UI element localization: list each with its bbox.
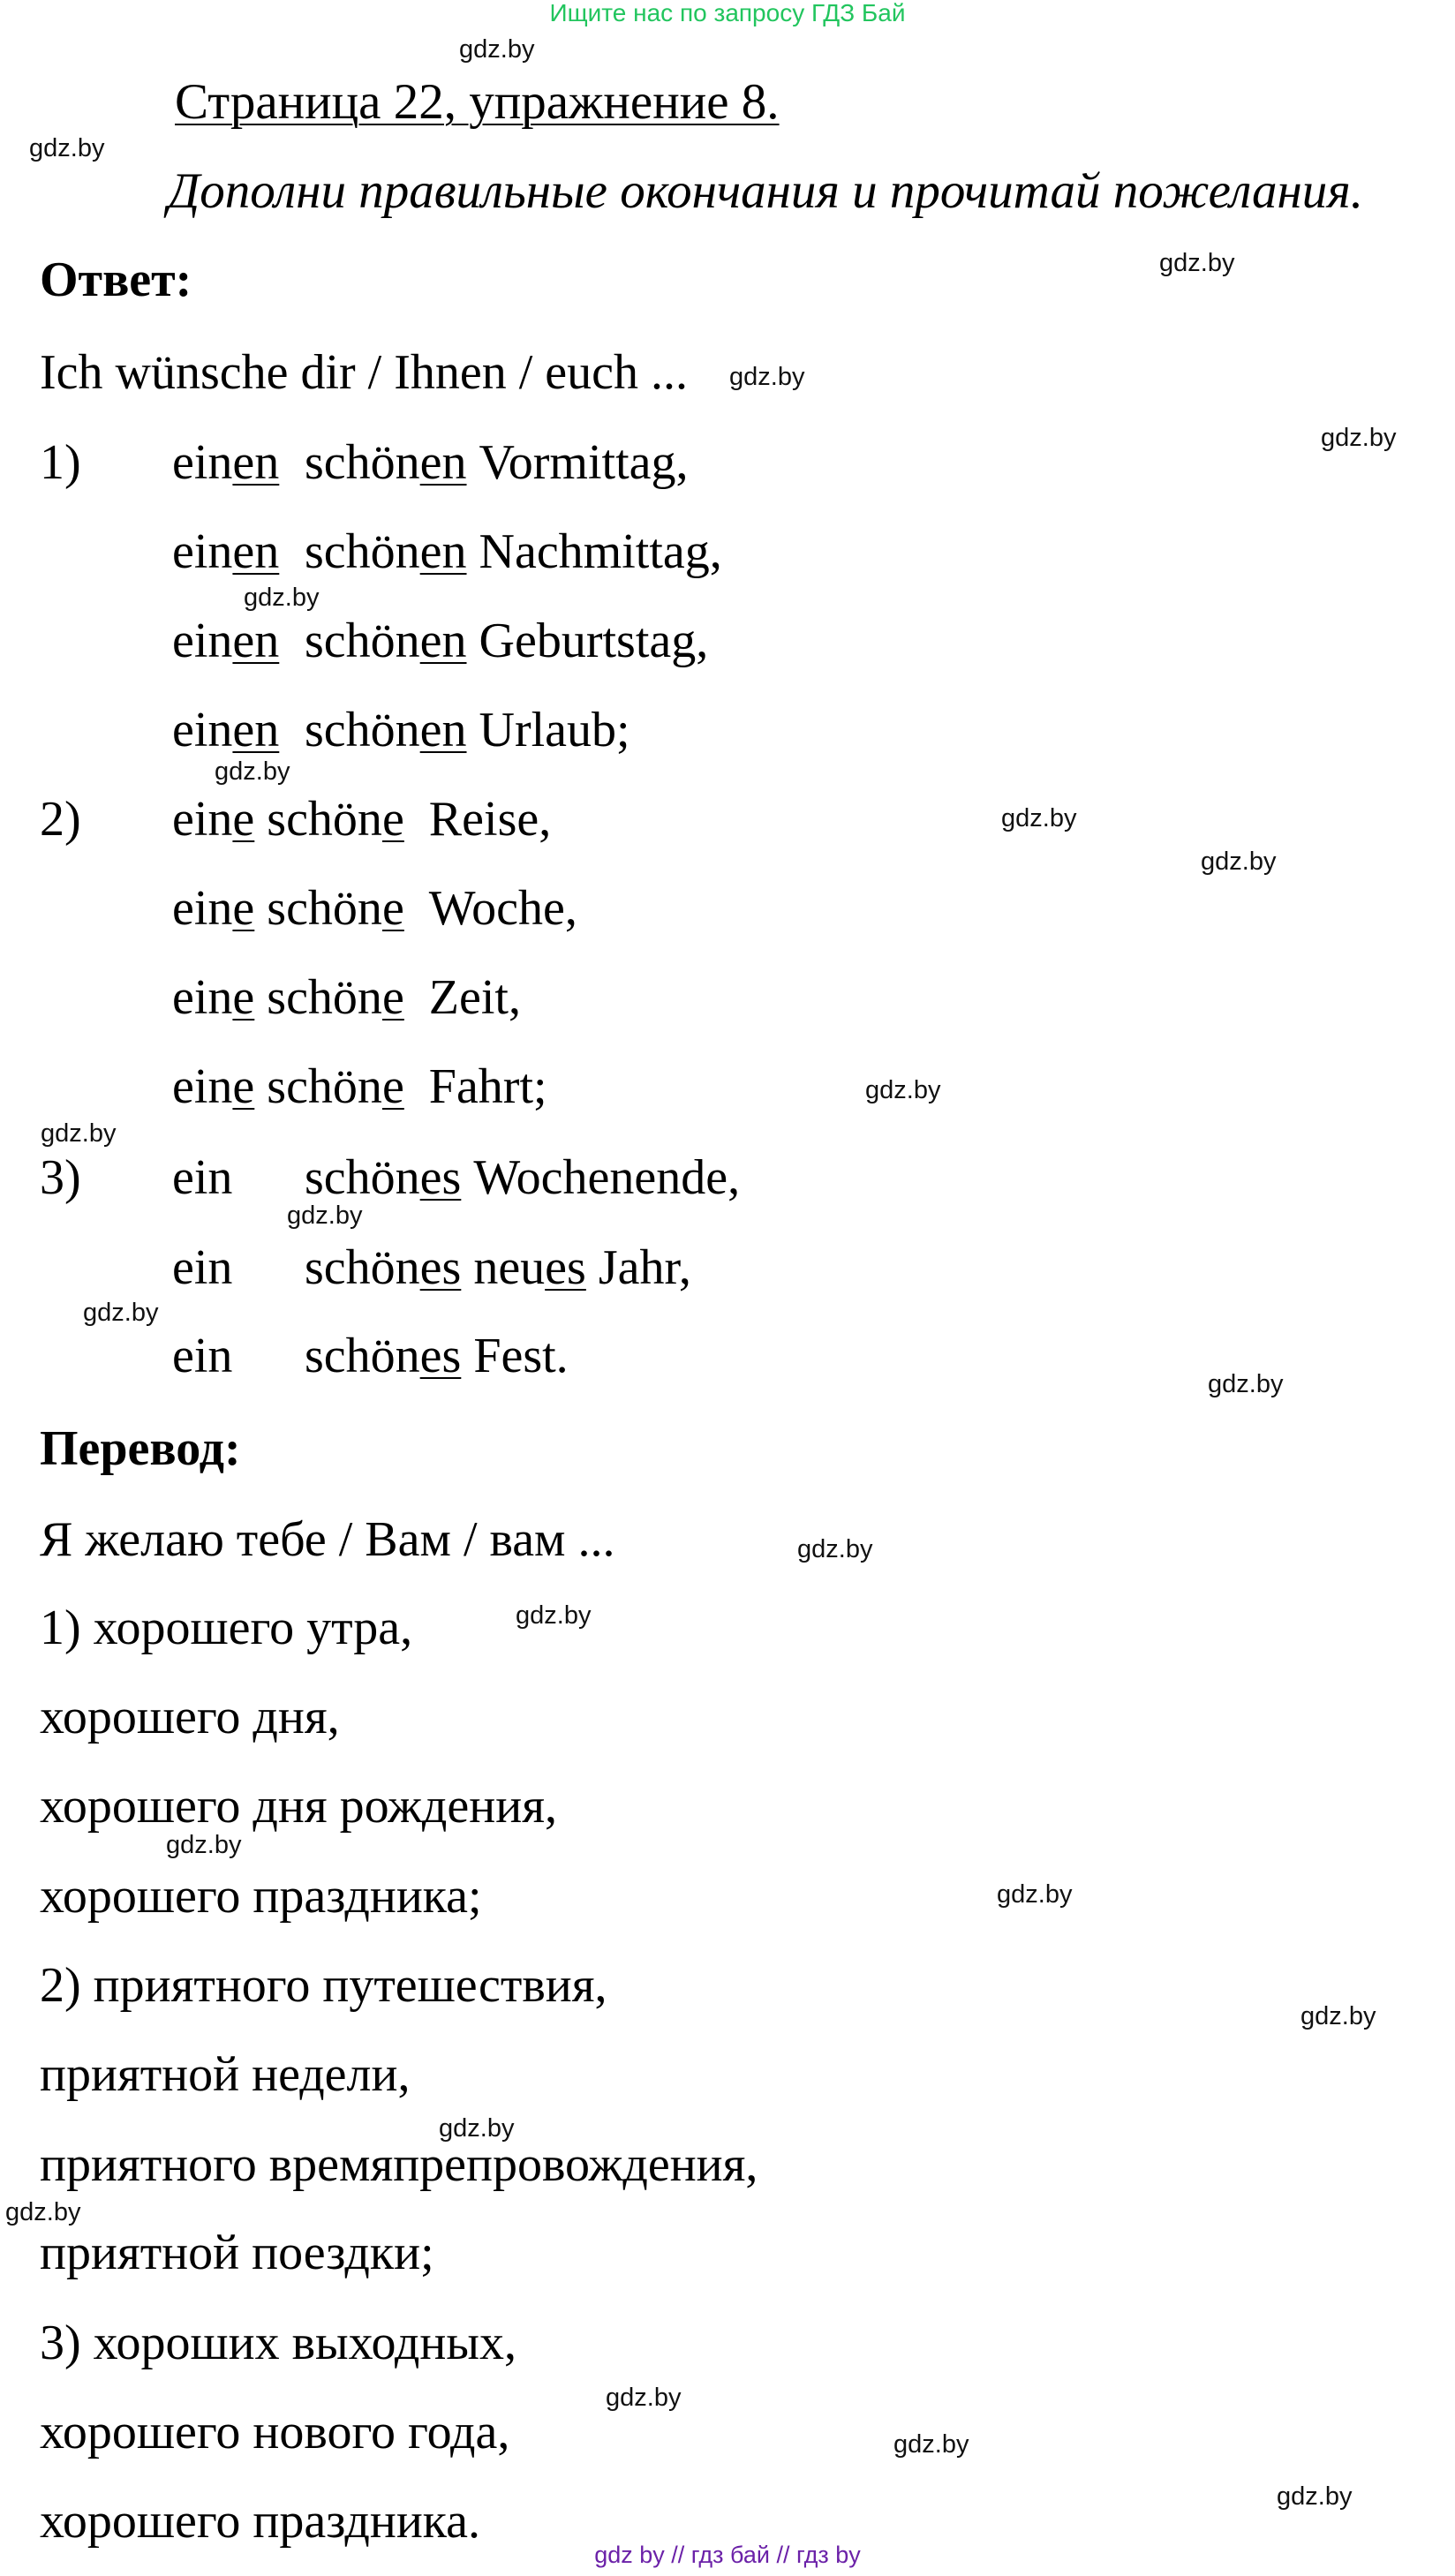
task-instruction: Дополни правильные окончания и прочитай пожелания. xyxy=(168,163,1364,219)
watermark: gdz.by xyxy=(5,2198,81,2226)
watermark: gdz.by xyxy=(997,1880,1073,1909)
article-stem: ein xyxy=(172,1059,233,1114)
article-stem: ein xyxy=(172,970,233,1025)
adjective xyxy=(305,613,467,669)
watermark: gdz.by xyxy=(516,1601,592,1630)
answer-title: Ответ: xyxy=(40,252,192,307)
watermark: gdz.by xyxy=(1277,2482,1353,2511)
adjective xyxy=(305,1149,461,1206)
noun: Reise, xyxy=(428,792,552,847)
adjective-ending: e xyxy=(381,970,404,1025)
adjective xyxy=(305,1328,461,1384)
answer-line xyxy=(40,702,630,758)
article-stem: ein xyxy=(172,435,233,490)
answer-intro: Ich wünsche dir / Ihnen / euch ... xyxy=(40,345,688,400)
adjective-stem: schön xyxy=(267,970,382,1025)
article-ending: en xyxy=(232,703,280,757)
adjective-stem: schön xyxy=(305,614,420,668)
article-ending: e xyxy=(232,792,255,847)
adjective-ending: en xyxy=(419,524,467,579)
answer-line xyxy=(40,613,708,669)
article xyxy=(172,1058,254,1115)
watermark: gdz.by xyxy=(1201,847,1277,876)
top-banner[interactable]: Ищите нас по запросу ГДЗ Бай xyxy=(549,0,906,26)
translation-line: хорошего праздника. xyxy=(40,2494,480,2549)
adjective xyxy=(267,791,404,847)
answer-line xyxy=(40,969,521,1026)
adjective-stem: schön xyxy=(267,1059,382,1114)
footer-links[interactable]: gdz by // гдз бай // гдз by xyxy=(594,2542,861,2568)
translation-line: 2) приятного путешествия, xyxy=(40,1958,607,2013)
article xyxy=(172,1328,305,1384)
adjective-stem: schön xyxy=(305,1150,420,1205)
translation-intro: Я желаю тебе / Вам / вам ... xyxy=(40,1512,615,1567)
watermark: gdz.by xyxy=(729,363,805,391)
adjective-ending: es xyxy=(419,1240,462,1295)
noun: Urlaub; xyxy=(479,703,630,757)
article-stem: ein xyxy=(172,1240,233,1295)
answer-line xyxy=(40,791,551,847)
adjective-stem: schön xyxy=(305,435,420,490)
article-ending: en xyxy=(232,524,280,579)
noun: Vormittag, xyxy=(479,435,689,490)
article-stem: ein xyxy=(172,703,233,757)
article-ending: en xyxy=(232,614,280,668)
noun: Zeit, xyxy=(428,970,521,1025)
answer-line xyxy=(40,1149,740,1206)
noun-tail: Jahr, xyxy=(598,1240,691,1295)
watermark: gdz.by xyxy=(1321,424,1397,452)
adjective xyxy=(305,702,467,758)
translation-line: хорошего дня рождения, xyxy=(40,1779,557,1834)
watermark: gdz.by xyxy=(893,2430,969,2459)
article xyxy=(172,1239,305,1296)
translation-line: приятного времяпрепровождения, xyxy=(40,2137,758,2192)
noun: Geburtstag, xyxy=(479,614,709,668)
noun: neu xyxy=(473,1240,546,1295)
adjective xyxy=(267,1058,404,1115)
adjective xyxy=(305,523,467,580)
answer-line xyxy=(40,1239,691,1296)
noun-ending: es xyxy=(545,1240,586,1295)
watermark: gdz.by xyxy=(1208,1370,1284,1398)
watermark: gdz.by xyxy=(439,2114,515,2143)
watermark: gdz.by xyxy=(606,2384,682,2412)
article xyxy=(172,1149,305,1206)
noun: Nachmittag, xyxy=(479,524,722,579)
adjective-ending: es xyxy=(419,1329,462,1383)
article-stem: ein xyxy=(172,614,233,668)
watermark: gdz.by xyxy=(1300,2002,1376,2030)
watermark: gdz.by xyxy=(83,1299,159,1327)
translation-line: приятной недели, xyxy=(40,2047,411,2102)
adjective xyxy=(267,880,404,937)
watermark: gdz.by xyxy=(41,1119,117,1148)
adjective-stem: schön xyxy=(305,1329,420,1383)
watermark: gdz.by xyxy=(29,134,105,162)
watermark: gdz.by xyxy=(287,1201,363,1230)
article-stem: ein xyxy=(172,1150,233,1205)
item-number: 2) xyxy=(40,792,81,847)
watermark: gdz.by xyxy=(244,584,320,612)
article xyxy=(172,969,254,1026)
adjective xyxy=(305,1239,461,1296)
translation-line: хорошего дня, xyxy=(40,1690,340,1744)
watermark: gdz.by xyxy=(166,1831,242,1859)
watermark: gdz.by xyxy=(797,1535,873,1563)
adjective-ending: en xyxy=(419,435,467,490)
translation-line: хорошего праздника; xyxy=(40,1869,482,1924)
translation-line: приятной поездки; xyxy=(40,2226,434,2280)
answer-line xyxy=(40,880,577,937)
article-stem: ein xyxy=(172,881,233,936)
page-heading: Страница 22, упражнение 8. xyxy=(175,74,780,130)
article xyxy=(172,523,305,580)
adjective-ending: en xyxy=(419,703,467,757)
translation-title: Перевод: xyxy=(40,1421,241,1476)
answer-line xyxy=(40,523,722,580)
article-stem: ein xyxy=(172,792,233,847)
translation-line: хорошего нового года, xyxy=(40,2405,510,2459)
adjective xyxy=(305,434,467,491)
article-ending: e xyxy=(232,970,255,1025)
adjective-stem: schön xyxy=(305,703,420,757)
adjective-stem: schön xyxy=(267,792,382,847)
watermark: gdz.by xyxy=(865,1076,941,1104)
noun: Woche, xyxy=(428,881,577,936)
adjective-stem: schön xyxy=(305,1240,420,1295)
item-number: 1) xyxy=(40,435,81,490)
translation-line: 3) хороших выходных, xyxy=(40,2316,517,2370)
watermark: gdz.by xyxy=(1159,249,1235,277)
watermark: gdz.by xyxy=(459,35,535,64)
adjective xyxy=(267,969,404,1026)
answer-line xyxy=(40,1058,547,1115)
article xyxy=(172,434,305,491)
article xyxy=(172,613,305,669)
adjective-ending: en xyxy=(419,614,467,668)
article-ending: en xyxy=(232,435,280,490)
adjective-ending: e xyxy=(381,1059,404,1114)
article-stem: ein xyxy=(172,1329,233,1383)
article xyxy=(172,880,254,937)
item-number: 3) xyxy=(40,1150,81,1205)
adjective-stem: schön xyxy=(305,524,420,579)
adjective-ending: e xyxy=(381,881,404,936)
watermark: gdz.by xyxy=(215,757,290,786)
article-ending: e xyxy=(232,1059,255,1114)
adjective-ending: e xyxy=(381,792,404,847)
noun: Wochenende, xyxy=(473,1150,741,1205)
noun: Fest. xyxy=(473,1329,569,1383)
answer-line xyxy=(40,434,688,491)
noun: Fahrt; xyxy=(428,1059,547,1114)
article-stem: ein xyxy=(172,524,233,579)
watermark: gdz.by xyxy=(1001,804,1077,832)
adjective-stem: schön xyxy=(267,881,382,936)
translation-line: 1) хорошего утра, xyxy=(40,1601,413,1655)
answer-line xyxy=(40,1328,569,1384)
article xyxy=(172,702,305,758)
article xyxy=(172,791,254,847)
article-ending: e xyxy=(232,881,255,936)
adjective-ending: es xyxy=(419,1150,462,1205)
